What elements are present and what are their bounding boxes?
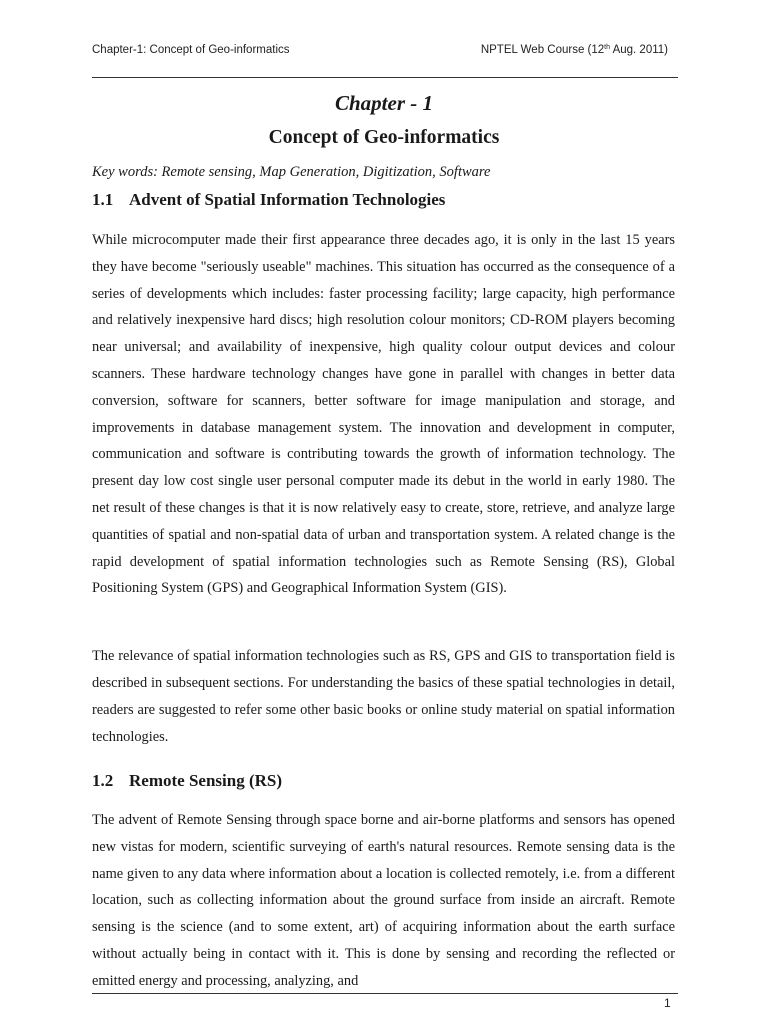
chapter-label: Chapter - 1 xyxy=(334,91,433,115)
header-divider xyxy=(92,77,678,78)
header-course-label xyxy=(481,44,668,56)
page-number: 1 xyxy=(664,996,671,1010)
paragraph-advent-2: The relevance of spatial information technologies such as RS, GPS and GIS to transportation field is described in subsequent sections. For understanding the basics of these spatial technologies in detail, readers are suggested to refer some other basic books or online study material on spatial information technologies. xyxy=(92,648,675,745)
paragraph-advent-1: While microcomputer made their first appearance three decades ago, it is only in the last 15 years they have become "seriously useable" machines. This situation has occurred as the consequence of a series of developments which includes: faster processing facility; large capacity, high performance and relatively inexpensive hard discs; high resolution colour monitors; CD-ROM players becoming near universal; and availability of inexpensive, high quality colour output devices and colour scanners. These hardware technology changes have gone in parallel with changes in better data conversion, software for scanners, better software for image manipulation and storage, and improvements in database management system. The innovation and development in computer, communication and software is contributing towards the growth of information technology. The present day low cost single user personal computer made its debut in the world in early 1980. The net result of these changes is that it is now relatively easy to create, store, retrieve, and analyze large quantities of spatial and non-spatial data of urban and transportation system. A related change is the rapid development of spatial information technologies such as Remote Sensing (RS), Global Positioning System (GPS) and Geographical Information System (GIS). xyxy=(92,232,675,597)
section-number: 1.1 xyxy=(92,190,114,209)
header-course-suffix: Aug. 2011) xyxy=(610,44,668,56)
section-heading-1-2 xyxy=(92,771,282,791)
header-chapter-label: Chapter-1: Concept of Geo-informatics xyxy=(92,44,290,56)
chapter-title: Concept of Geo-informatics xyxy=(268,127,500,148)
paragraph-remote-sensing: The advent of Remote Sensing through space borne and air-borne platforms and sensors has opened new vistas for modern, scientific surveying of earth's natural resources. Remote sensing data is the name given to any data where information about a location is collected remotely, i.e. from a different location, such as collecting information about the ground surface from inside an aircraft. Remote sensing is the science (and to some extent, art) of acquiring information about the earth surface without actually being in contact with it. This is done by sensing and recording the reflected or emitted energy and processing, analyzing, and xyxy=(92,812,675,989)
section-number: 1.2 xyxy=(92,771,114,790)
section-title: Advent of Spatial Information Technologies xyxy=(129,190,446,209)
keywords-line: Key words: Remote sensing, Map Generation, Digitization, Software xyxy=(92,164,491,180)
section-heading-1-1 xyxy=(92,190,445,210)
header-course-sup: th xyxy=(604,44,611,51)
section-title: Remote Sensing (RS) xyxy=(129,771,282,790)
header-course-prefix: NPTEL Web Course (12 xyxy=(480,44,605,56)
footer-divider xyxy=(92,993,678,994)
